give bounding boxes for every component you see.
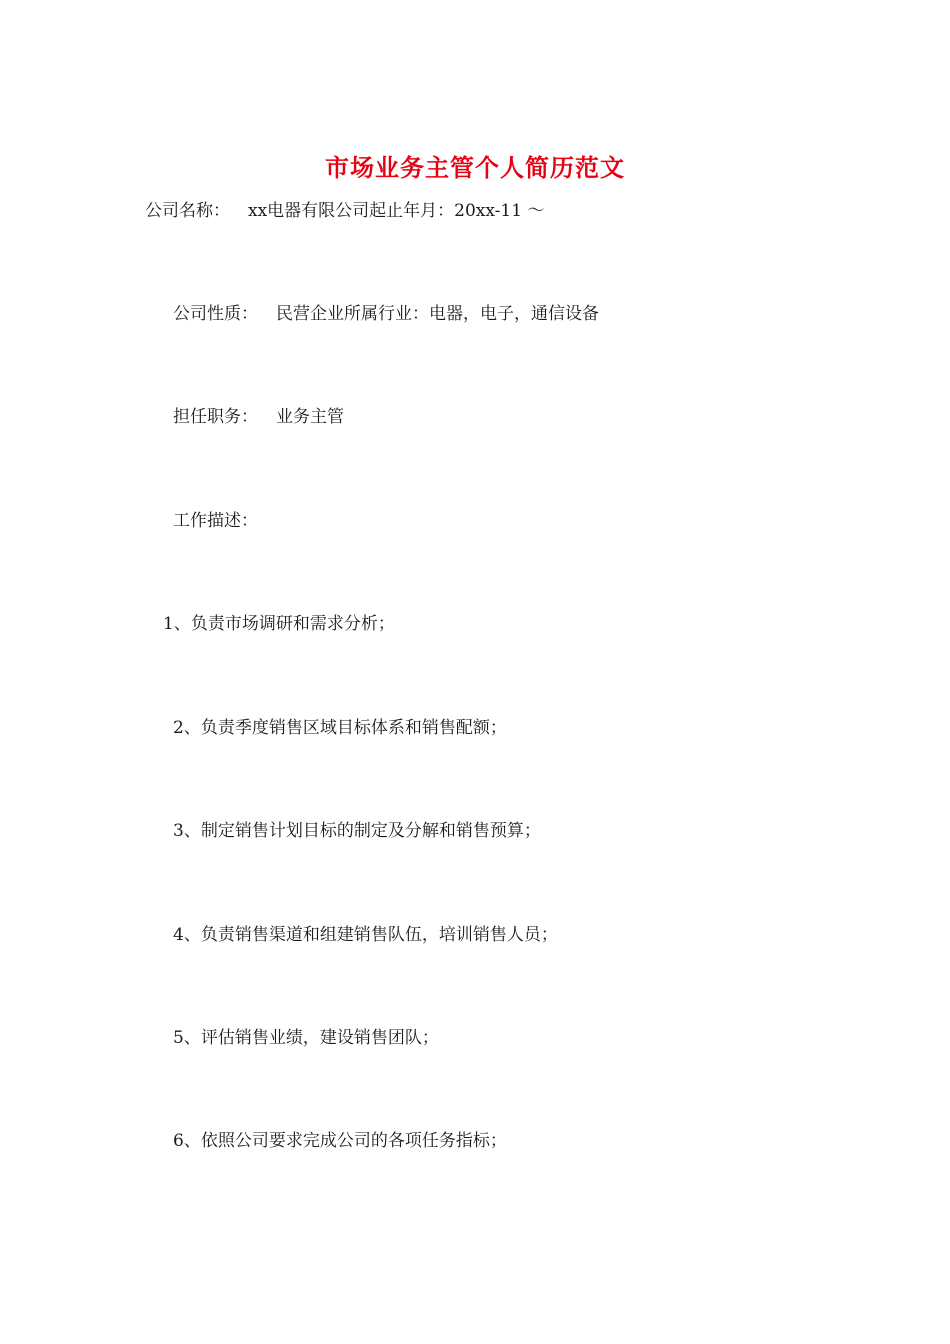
company-type-value: 民营企业所属行业：电器，电子，通信设备 — [276, 304, 599, 324]
position-label: 担任职务： — [173, 407, 258, 427]
company-type-label: 公司性质： — [173, 304, 258, 324]
company-name-value: xx电器有限公司起止年月：20xx-11 ～ — [248, 201, 545, 221]
position-value: 业务主管 — [276, 407, 344, 427]
company-type-row — [173, 302, 599, 326]
job-description-heading: 工作描述： — [173, 511, 258, 531]
document-title: 市场业务主管个人简历范文 — [325, 154, 625, 182]
duty-item-5: 5、评估销售业绩，建设销售团队； — [173, 1028, 439, 1048]
company-name-row — [145, 199, 544, 223]
duty-item-1: 1、负责市场调研和需求分析； — [163, 614, 395, 634]
duty-item-3: 3、制定销售计划目标的制定及分解和销售预算； — [173, 821, 541, 841]
company-name-label: 公司名称： — [145, 201, 230, 221]
duty-item-4: 4、负责销售渠道和组建销售队伍，培训销售人员； — [173, 925, 558, 945]
duty-item-2: 2、负责季度销售区域目标体系和销售配额； — [173, 718, 507, 738]
position-row — [173, 405, 344, 429]
duty-item-6: 6、依照公司要求完成公司的各项任务指标； — [173, 1131, 507, 1151]
